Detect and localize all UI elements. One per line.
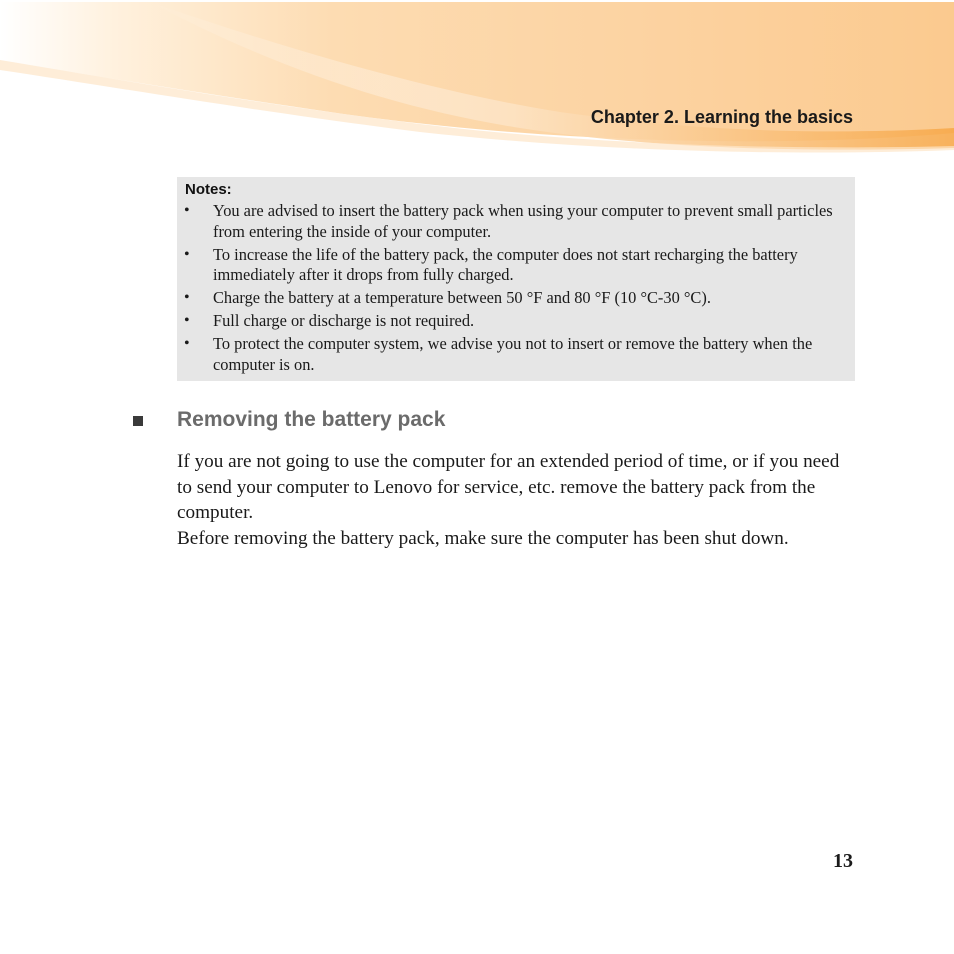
- bullet-icon: •: [184, 312, 190, 329]
- note-text: Charge the battery at a temperature between 50 °F and 80 °F (10 °C-30 °C).: [213, 288, 711, 307]
- page-number: 13: [833, 850, 853, 872]
- body-paragraph: Before removing the battery pack, make sure the computer has been shut down.: [177, 527, 789, 549]
- body-paragraph: If you are not going to use the computer for an extended period of time, or if you need to send your computer to Lenovo for service, etc. remove the battery pack from the computer.: [177, 451, 840, 523]
- bullet-icon: •: [184, 289, 190, 306]
- notes-list: [177, 201, 855, 378]
- note-item: [177, 245, 855, 286]
- bullet-icon: •: [184, 202, 190, 219]
- note-text: To protect the computer system, we advise you not to insert or remove the battery when the computer is on.: [213, 334, 813, 374]
- notes-heading: Notes:: [185, 181, 232, 198]
- note-text: You are advised to insert the battery pack when using your computer to prevent small particles from entering the inside of your computer.: [213, 201, 833, 241]
- note-item: [177, 334, 855, 375]
- note-item: [177, 311, 855, 332]
- notes-box: [177, 177, 855, 381]
- section-title: Removing the battery pack: [177, 408, 446, 431]
- section-body: [177, 449, 857, 551]
- note-item: [177, 201, 855, 242]
- note-text: To increase the life of the battery pack, the computer does not start recharging the battery immediately after it drops from fully charged.: [213, 244, 798, 284]
- note-text: Full charge or discharge is not required.: [213, 311, 475, 330]
- square-bullet-icon: [131, 414, 145, 428]
- bullet-icon: •: [184, 245, 190, 263]
- header-swoosh: [0, 0, 954, 160]
- note-item: [177, 288, 855, 309]
- chapter-title: Chapter 2. Learning the basics: [590, 107, 853, 127]
- bullet-icon: •: [184, 335, 190, 352]
